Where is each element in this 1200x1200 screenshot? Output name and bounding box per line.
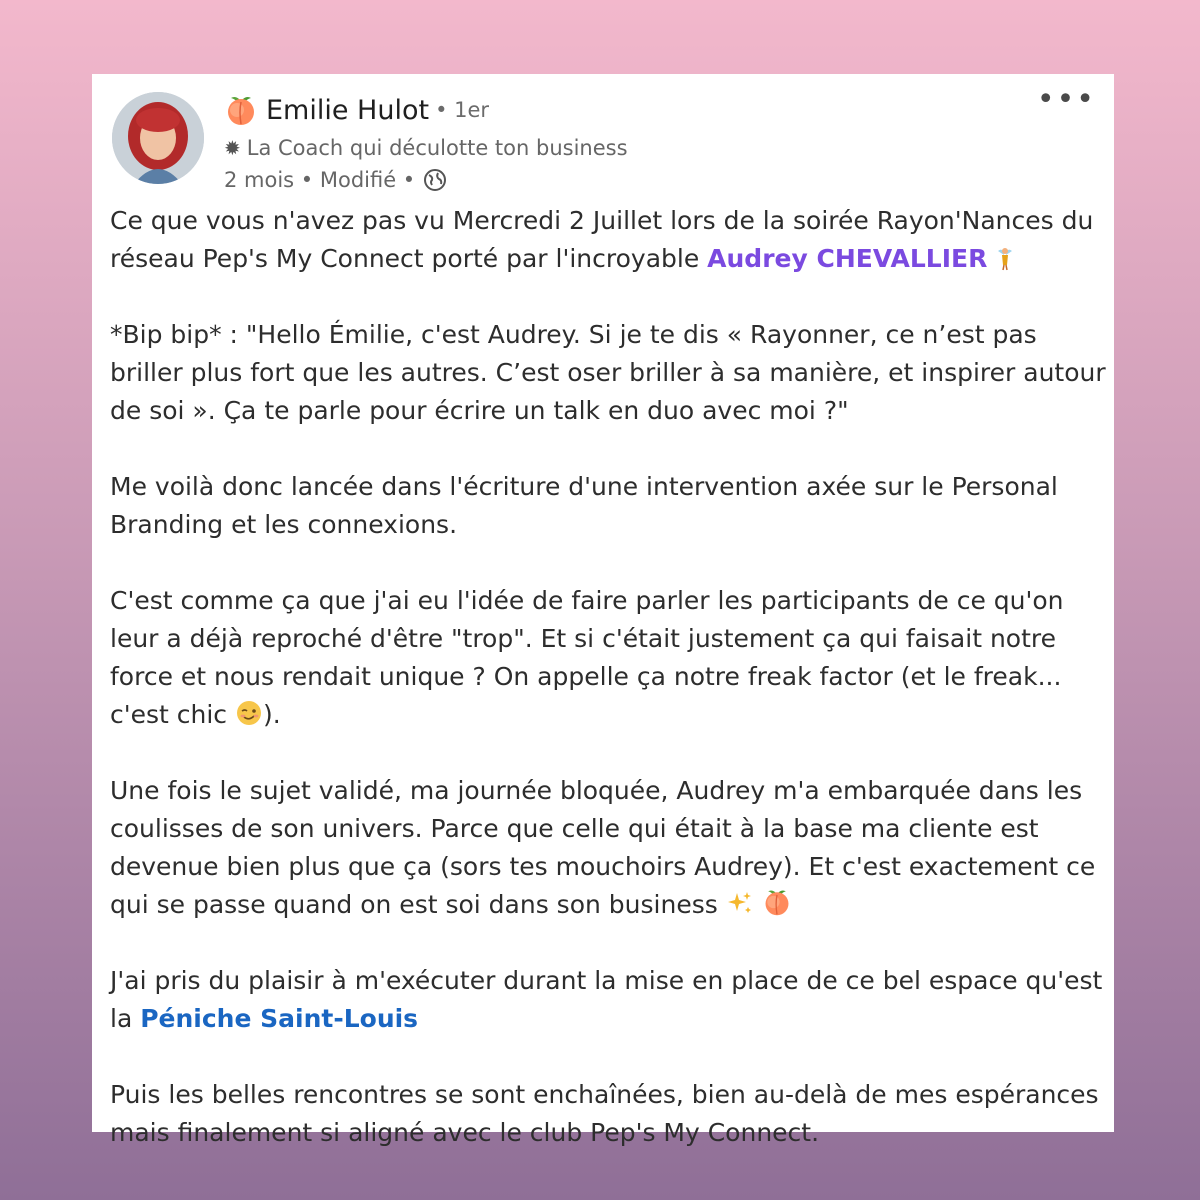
- author-tagline: La Coach qui déculotte ton business: [246, 136, 628, 160]
- mention-audrey-chevallier[interactable]: Audrey CHEVALLIER: [707, 244, 988, 273]
- post-time: 2 mois • Modifié •: [224, 168, 416, 192]
- paragraph-6: [110, 962, 1110, 1038]
- paragraph-5-text: Une fois le sujet validé, ma journée bloquée, Audrey m'a embarquée dans les coulisses de son univers. Parce que celle qui était à la base ma cliente est devenue bien plus que ça (sors tes mouchoirs Audrey). Et c'est exactement ce qui se passe quand on est soi dans son business: [110, 776, 1096, 919]
- paragraph-4: [110, 582, 1110, 734]
- more-options-button[interactable]: •••: [1036, 82, 1096, 117]
- connection-degree: • 1er: [435, 98, 490, 122]
- fairy-icon: [995, 245, 1015, 271]
- author-name[interactable]: Emilie Hulot: [266, 94, 430, 126]
- post-card: [92, 74, 1114, 1147]
- paragraph-4-text: C'est comme ça que j'ai eu l'idée de faire parler les participants de ce qu'on leur a déjà reproché d'être "trop". Et si c'était justement ça qui faisait notre force et nous rendait unique ? On appelle ça notre freak factor (et le freak... c'est chic: [110, 586, 1064, 729]
- link-peniche-saint-louis[interactable]: Péniche Saint-Louis: [140, 1004, 419, 1033]
- peach-icon: [224, 93, 258, 127]
- paragraph-6-text: J'ai pris du plaisir à m'exécuter durant la mise en place de ce bel espace qu'est la: [110, 966, 1103, 1033]
- paragraph-2: *Bip bip* : "Hello Émilie, c'est Audrey. Si je te dis « Rayonner, ce n’est pas briller plus fort que les autres. C’est oser briller à sa manière, et inspirer autour de soi ». Ça te parle pour écrire un talk en duo avec moi ?": [110, 320, 1106, 425]
- globe-icon: [423, 168, 447, 192]
- paragraph-7: Puis les belles rencontres se sont enchaînées, bien au-delà de mes espérances mais finalement si aligné avec le club Pep's My Connect.: [110, 1080, 1099, 1147]
- paragraph-3: Me voilà donc lancée dans l'écriture d'une intervention axée sur le Personal Branding et les connexions.: [110, 472, 1058, 539]
- sparkles-icon: [726, 889, 754, 917]
- paragraph-1-text: Ce que vous n'avez pas vu Mercredi 2 Juillet lors de la soirée Rayon'Nances du réseau Pep's My Connect porté par l'incroyable: [110, 206, 1094, 273]
- paragraph-1: [110, 202, 1110, 278]
- post-body: [110, 202, 1110, 1152]
- paragraph-5: [110, 772, 1110, 924]
- sparkle-icon: ✹: [224, 136, 241, 160]
- post-header: [224, 88, 628, 196]
- winking-face-icon: [235, 699, 263, 727]
- peach-emoji-icon: [762, 887, 792, 917]
- paragraph-4-end: ).: [263, 700, 281, 729]
- author-avatar[interactable]: [112, 92, 204, 184]
